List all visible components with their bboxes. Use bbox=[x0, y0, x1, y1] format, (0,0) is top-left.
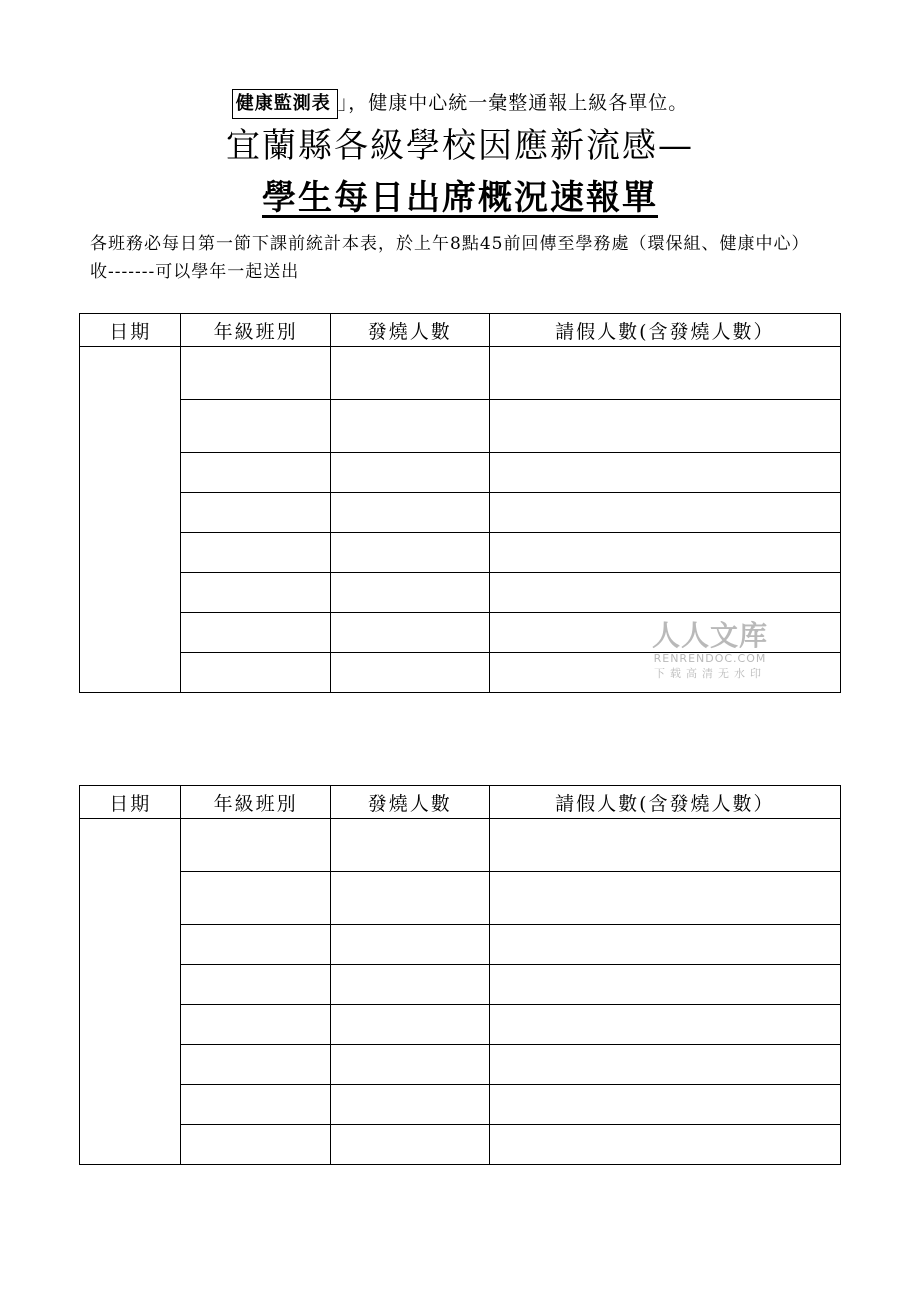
column-header-fever-count: 發燒人數 bbox=[330, 786, 489, 819]
fever-cell[interactable] bbox=[330, 400, 489, 453]
table-row bbox=[80, 493, 841, 533]
class-cell[interactable] bbox=[181, 1005, 331, 1045]
document-subtitle bbox=[0, 176, 920, 220]
leave-cell[interactable] bbox=[489, 872, 840, 925]
class-cell[interactable] bbox=[181, 493, 331, 533]
fever-cell[interactable] bbox=[330, 347, 489, 400]
table-row bbox=[80, 1045, 841, 1085]
table-row bbox=[80, 1085, 841, 1125]
column-header-fever-count: 發燒人數 bbox=[330, 314, 489, 347]
watermark bbox=[645, 620, 775, 682]
column-header-leave-count: 請假人數(含發燒人數） bbox=[489, 314, 840, 347]
class-cell[interactable] bbox=[181, 400, 331, 453]
table-row bbox=[80, 965, 841, 1005]
leave-cell[interactable] bbox=[489, 965, 840, 1005]
leave-cell[interactable] bbox=[489, 400, 840, 453]
top-note-text: 」，健康中心統一彙整通報上級各單位。 bbox=[337, 92, 689, 114]
leave-cell[interactable] bbox=[489, 533, 840, 573]
table-row bbox=[80, 453, 841, 493]
document-title: 宜蘭縣各級學校因應新流感— bbox=[226, 126, 694, 166]
column-header-date: 日期 bbox=[80, 314, 181, 347]
fever-cell[interactable] bbox=[330, 453, 489, 493]
class-cell[interactable] bbox=[181, 1045, 331, 1085]
fever-cell[interactable] bbox=[330, 653, 489, 693]
column-header-leave-count: 請假人數(含發燒人數） bbox=[489, 786, 840, 819]
fever-cell[interactable] bbox=[330, 872, 489, 925]
table-row bbox=[80, 925, 841, 965]
column-header-class: 年級班別 bbox=[181, 314, 331, 347]
document-subtitle-text: 學生每日出席概況速報單 bbox=[262, 178, 658, 218]
leave-cell[interactable] bbox=[489, 1045, 840, 1085]
class-cell[interactable] bbox=[181, 653, 331, 693]
class-cell[interactable] bbox=[181, 819, 331, 872]
class-cell[interactable] bbox=[181, 533, 331, 573]
watermark-subtitle: 下载高清无水印 bbox=[654, 667, 766, 680]
fever-cell[interactable] bbox=[330, 1005, 489, 1045]
date-cell[interactable] bbox=[80, 347, 181, 693]
watermark-url: RENRENDOC.COM bbox=[653, 652, 767, 665]
class-cell[interactable] bbox=[181, 1125, 331, 1165]
leave-cell[interactable] bbox=[489, 1005, 840, 1045]
table-row bbox=[80, 400, 841, 453]
leave-cell[interactable] bbox=[489, 925, 840, 965]
top-note-line bbox=[0, 88, 920, 119]
table-row bbox=[80, 347, 841, 400]
fever-cell[interactable] bbox=[330, 573, 489, 613]
fever-cell[interactable] bbox=[330, 533, 489, 573]
fever-cell[interactable] bbox=[330, 1125, 489, 1165]
column-header-class: 年級班別 bbox=[181, 786, 331, 819]
fever-cell[interactable] bbox=[330, 965, 489, 1005]
attendance-table-2 bbox=[79, 785, 841, 1165]
leave-cell[interactable] bbox=[489, 347, 840, 400]
table-row bbox=[80, 1005, 841, 1045]
leave-cell[interactable] bbox=[489, 493, 840, 533]
fever-cell[interactable] bbox=[330, 925, 489, 965]
health-monitor-boxed-label: 健康監測表 bbox=[232, 89, 338, 119]
instruction-paragraph: 各班務必每日第一節下課前統計本表，於上午8點45前回傳至學務處（環保組、健康中心）收-------可以學年一起送出 bbox=[90, 234, 810, 282]
class-cell[interactable] bbox=[181, 965, 331, 1005]
fever-cell[interactable] bbox=[330, 493, 489, 533]
table-header-row bbox=[80, 786, 841, 819]
fever-cell[interactable] bbox=[330, 613, 489, 653]
fever-cell[interactable] bbox=[330, 1085, 489, 1125]
class-cell[interactable] bbox=[181, 573, 331, 613]
fever-cell[interactable] bbox=[330, 1045, 489, 1085]
column-header-date: 日期 bbox=[80, 786, 181, 819]
class-cell[interactable] bbox=[181, 872, 331, 925]
fever-cell[interactable] bbox=[330, 819, 489, 872]
table-row bbox=[80, 1125, 841, 1165]
class-cell[interactable] bbox=[181, 1085, 331, 1125]
date-cell[interactable] bbox=[80, 819, 181, 1165]
leave-cell[interactable] bbox=[489, 819, 840, 872]
class-cell[interactable] bbox=[181, 347, 331, 400]
table-row bbox=[80, 872, 841, 925]
class-cell[interactable] bbox=[181, 613, 331, 653]
table-row bbox=[80, 573, 841, 613]
table-row bbox=[80, 533, 841, 573]
table-header-row bbox=[80, 314, 841, 347]
leave-cell[interactable] bbox=[489, 1085, 840, 1125]
leave-cell[interactable] bbox=[489, 1125, 840, 1165]
leave-cell[interactable] bbox=[489, 573, 840, 613]
watermark-logo: 人人文库 bbox=[651, 619, 768, 652]
class-cell[interactable] bbox=[181, 925, 331, 965]
leave-cell[interactable] bbox=[489, 453, 840, 493]
class-cell[interactable] bbox=[181, 453, 331, 493]
table-row bbox=[80, 819, 841, 872]
